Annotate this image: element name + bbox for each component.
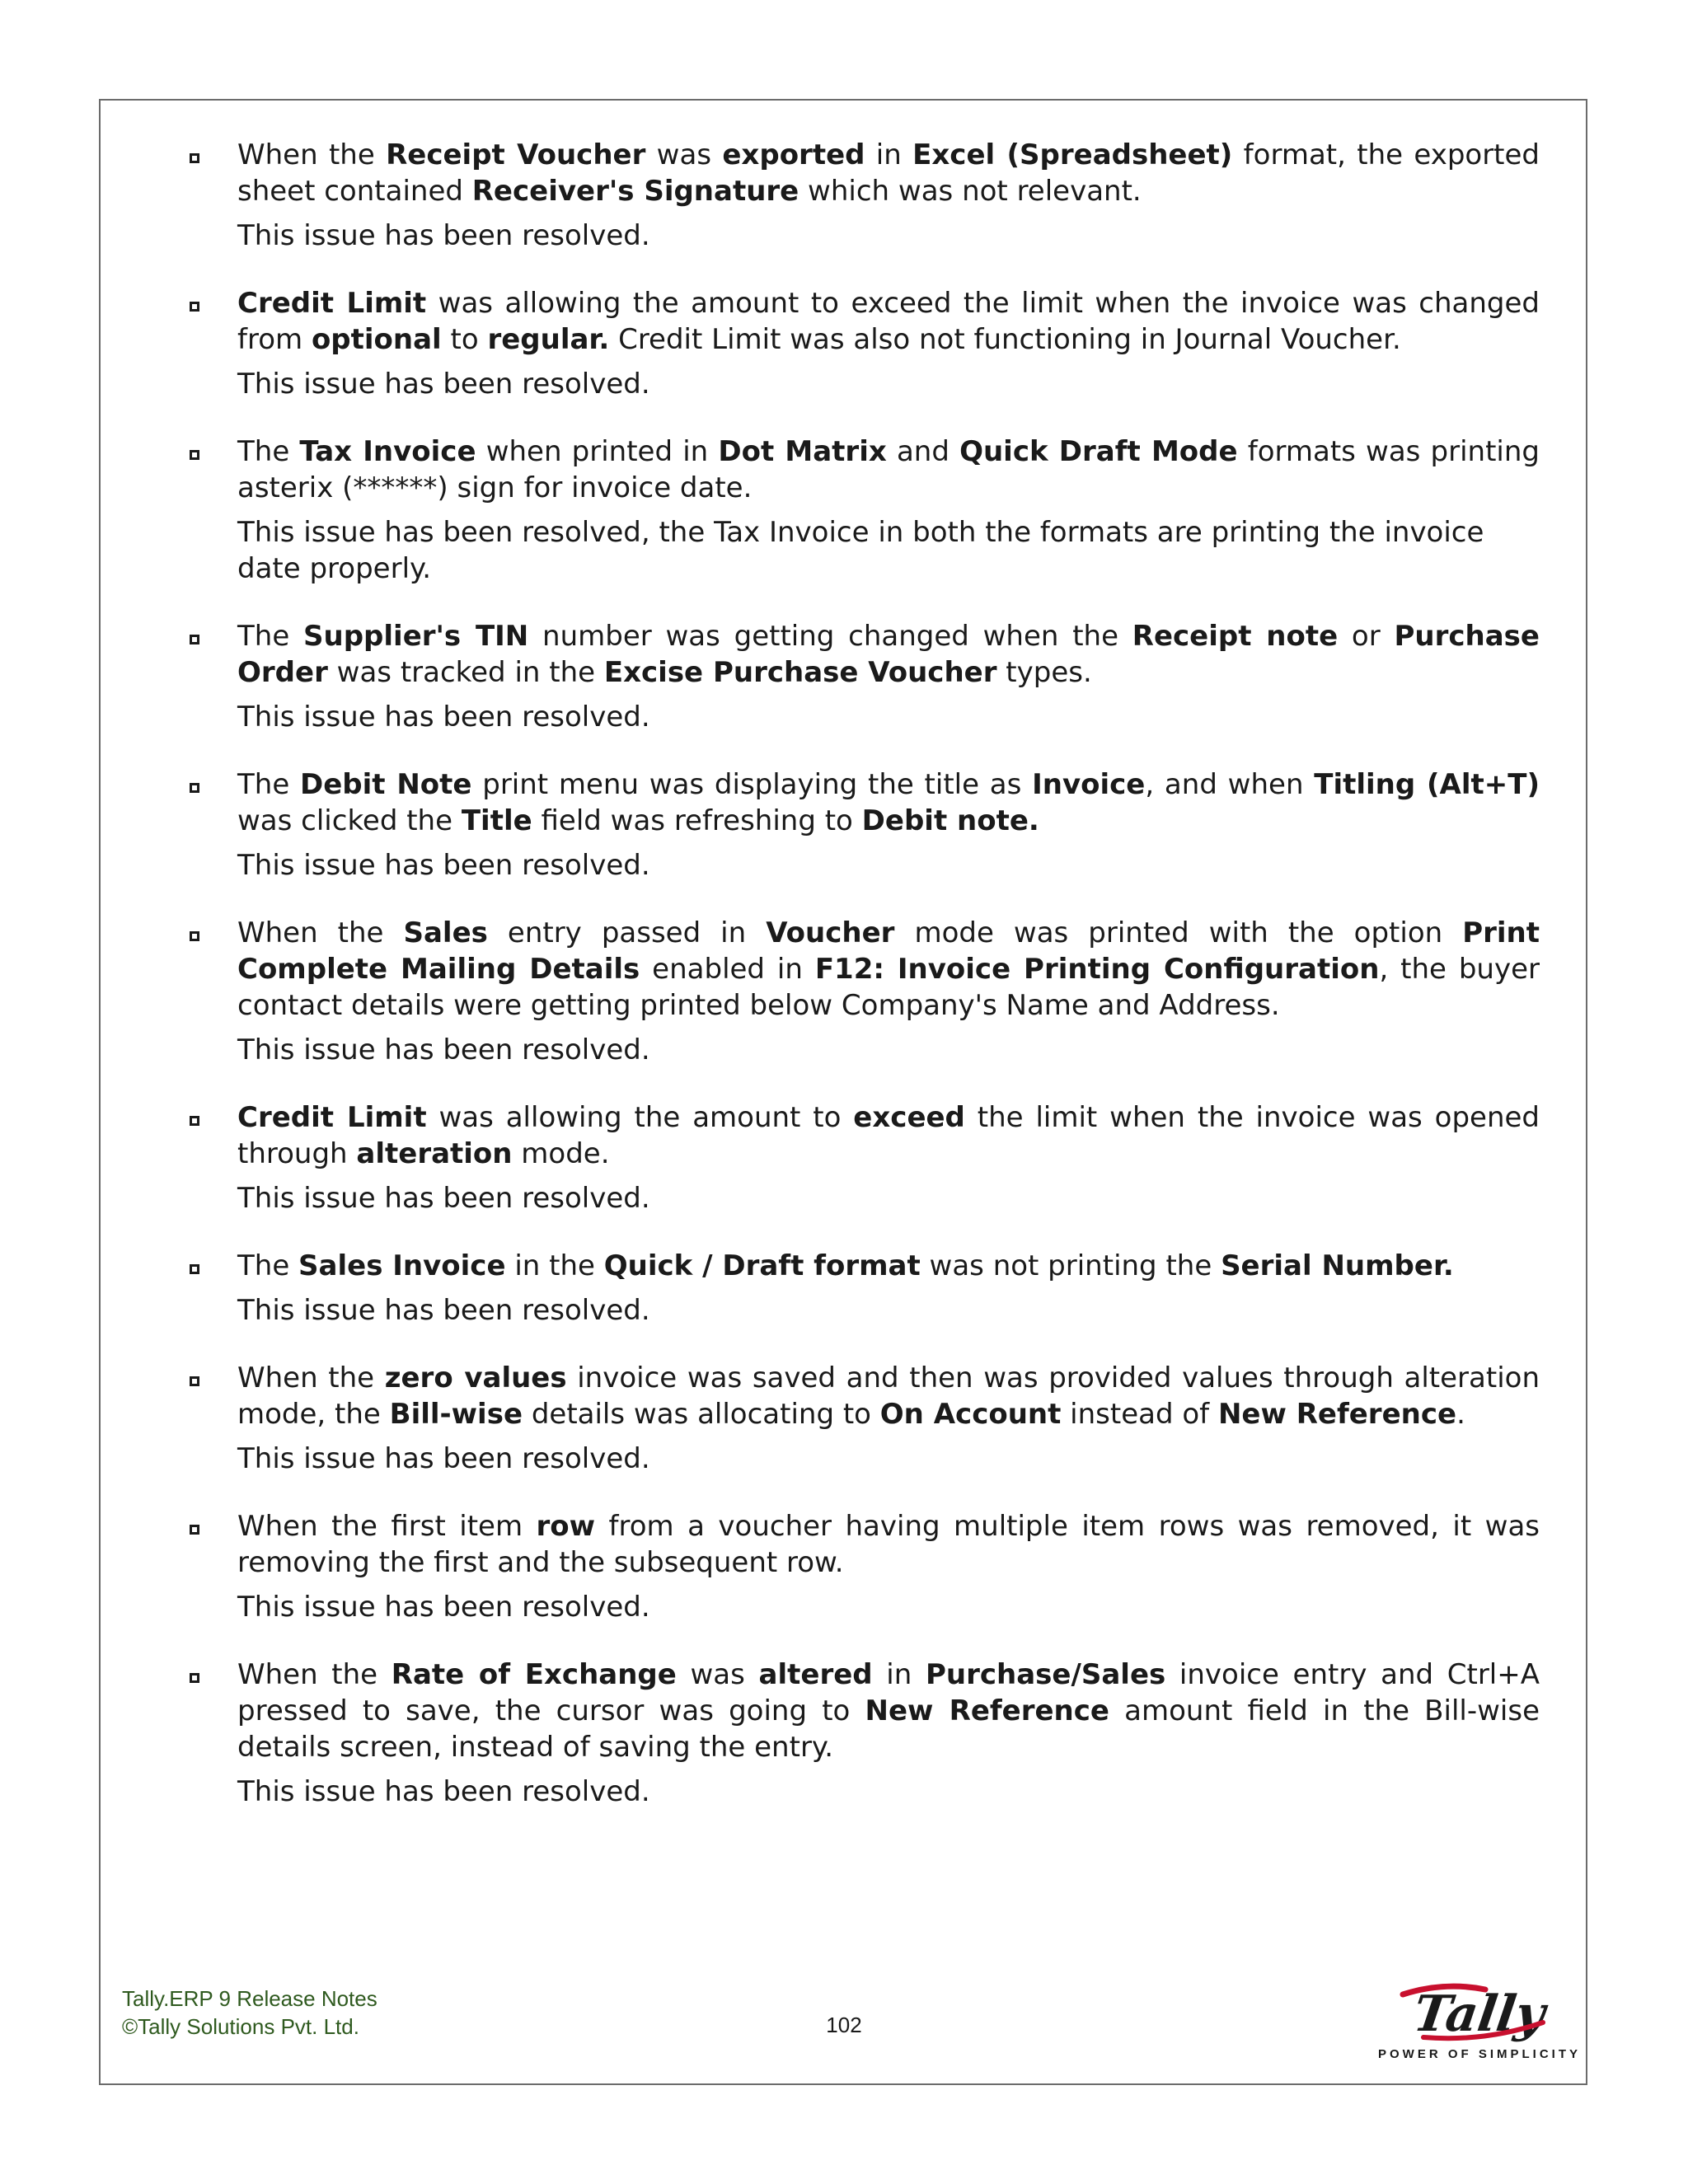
issue-item bbox=[188, 434, 1540, 587]
square-bullet-icon bbox=[190, 1376, 199, 1386]
issue-description: When the first item row from a voucher having multiple item rows was removed, it was removing the first and the subsequent row. bbox=[237, 1510, 1540, 1579]
square-bullet-icon bbox=[190, 635, 199, 644]
issue-description: When the Rate of Exchange was altered in Purchase/Sales invoice entry and Ctrl+A pressed to save, the cursor was going to New Reference amount field in the Bill-wise details screen, instead of saving the entry. bbox=[237, 1658, 1540, 1764]
issue-item bbox=[188, 1508, 1540, 1625]
issue-status: This issue has been resolved. bbox=[237, 701, 650, 733]
issue-status: This issue has been resolved. bbox=[237, 1294, 650, 1327]
issue-description: When the Sales entry passed in Voucher mode was printed with the option Print Complete Mailing Details enabled in F12: Invoice Printing Configuration, the buyer contact details were getting printed below Company's Name and Address. bbox=[237, 916, 1540, 1022]
issue-status: This issue has been resolved. bbox=[237, 1442, 650, 1475]
issue-list bbox=[188, 137, 1540, 1841]
issue-item bbox=[188, 618, 1540, 735]
issue-description: When the Receipt Voucher was exported in Excel (Spreadsheet) format, the exported sheet contained Receiver's Signature which was not relevant. bbox=[237, 138, 1540, 208]
issue-status: This issue has been resolved. bbox=[237, 1775, 650, 1808]
issue-status: This issue has been resolved. bbox=[237, 1182, 650, 1215]
tally-logo bbox=[1378, 1976, 1582, 2067]
svg-text:Tally: Tally bbox=[1409, 1985, 1549, 2043]
issue-item bbox=[188, 766, 1540, 883]
issue-description: The Sales Invoice in the Quick / Draft format was not printing the Serial Number. bbox=[237, 1249, 1454, 1282]
issue-item bbox=[188, 285, 1540, 402]
logo-tagline: POWER OF SIMPLICITY bbox=[1378, 2047, 1582, 2061]
square-bullet-icon bbox=[190, 1673, 199, 1683]
issue-item bbox=[188, 1248, 1540, 1329]
square-bullet-icon bbox=[190, 450, 199, 460]
issue-description: When the zero values invoice was saved and then was provided values through alteration mode, the Bill-wise details was allocating to On Account instead of New Reference. bbox=[237, 1361, 1540, 1431]
issue-status: This issue has been resolved. bbox=[237, 1591, 650, 1624]
issue-description: Credit Limit was allowing the amount to exceed the limit when the invoice was changed from optional to regular. Credit Limit was also not functioning in Journal Voucher. bbox=[237, 287, 1540, 356]
page-number: 102 bbox=[826, 2013, 862, 2037]
issue-item bbox=[188, 1099, 1540, 1216]
issue-description: The Debit Note print menu was displaying the title as Invoice, and when Titling (Alt+T) was clicked the Title field was refreshing to Debit note. bbox=[237, 768, 1540, 837]
issue-description: The Supplier's TIN number was getting changed when the Receipt note or Purchase Order was tracked in the Excise Purchase Voucher types. bbox=[237, 620, 1540, 689]
square-bullet-icon bbox=[190, 302, 199, 312]
footer-doc-title: Tally.ERP 9 Release Notes bbox=[122, 1986, 377, 2011]
square-bullet-icon bbox=[190, 783, 199, 793]
footer-copyright: ©Tally Solutions Pvt. Ltd. bbox=[122, 2014, 359, 2039]
square-bullet-icon bbox=[190, 1264, 199, 1274]
square-bullet-icon bbox=[190, 153, 199, 163]
issue-description: The Tax Invoice when printed in Dot Matrix and Quick Draft Mode formats was printing asterix (******) sign for invoice date. bbox=[237, 435, 1540, 504]
issue-status: This issue has been resolved. bbox=[237, 1033, 650, 1066]
issue-item bbox=[188, 915, 1540, 1068]
issue-status: This issue has been resolved. bbox=[237, 368, 650, 401]
issue-status: This issue has been resolved. bbox=[237, 219, 650, 252]
square-bullet-icon bbox=[190, 931, 199, 941]
square-bullet-icon bbox=[190, 1116, 199, 1126]
issue-description: Credit Limit was allowing the amount to exceed the limit when the invoice was opened through alteration mode. bbox=[237, 1101, 1540, 1170]
issue-item bbox=[188, 1360, 1540, 1477]
issue-item bbox=[188, 137, 1540, 254]
issue-status: This issue has been resolved. bbox=[237, 849, 650, 882]
square-bullet-icon bbox=[190, 1525, 199, 1535]
tally-wordmark-icon bbox=[1378, 1976, 1568, 2047]
issue-status: This issue has been resolved, the Tax Invoice in both the formats are printing the invoice date properly. bbox=[237, 516, 1484, 585]
issue-item bbox=[188, 1657, 1540, 1810]
